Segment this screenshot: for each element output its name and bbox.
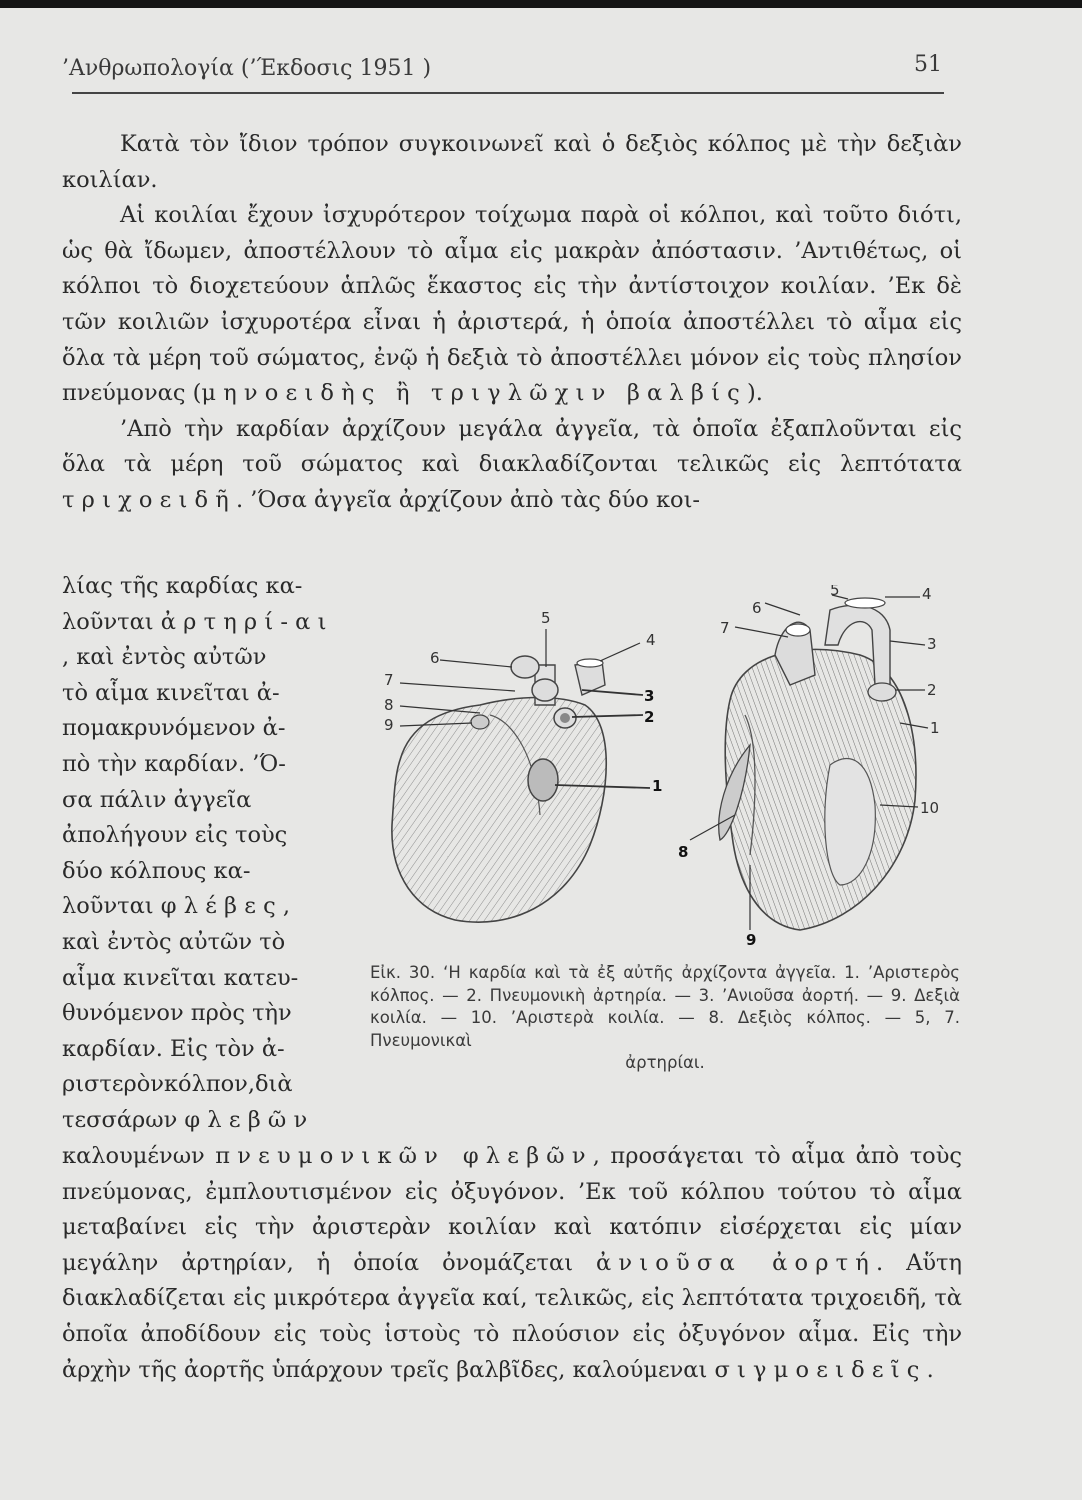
- heart-figure: [360, 585, 970, 960]
- fig-left-label-5: 5: [541, 609, 551, 627]
- wrapped-text-column: λίας τῆς καρδίας κα- λοῦνται ἀρτηρί-αι , καὶ ἐντὸς αὐτῶν τὸ αἷμα κινεῖται ἀ- πομακρυνόμενον ἀ- πὸ τὴν καρδίαν. ’Ό- σα πάλιν ἀγγεῖα ἀπολήγουν εἰς τοὺς δύο κόλπους κα- λοῦνται φλέβες, καὶ ἐντὸς αὐτῶν τὸ αἷμα κινεῖται κατευ- θυνόμενον πρὸς τὴν καρδίαν. Εἰς τὸν ἀ- ριστερὸνκόλπον,διὰ τεσσάρων φλεβῶν: [62, 573, 334, 1133]
- heart-right-view: [719, 598, 916, 930]
- fig-left-label-6: 6: [430, 649, 440, 667]
- fig-left-label-2: 2: [644, 708, 655, 726]
- heart-left-view: [392, 656, 606, 922]
- valve-term: μηνοειδὴς ἢ τριγλῶχιν βαλβίς: [201, 380, 747, 407]
- fig-left-label-8: 8: [384, 696, 394, 714]
- running-title: ’Ανθρωπολογία (’Έκδοσις 1951 ): [62, 56, 432, 81]
- aorta-term: ἀνιοῦσα ἀορτή: [596, 1249, 876, 1276]
- fig-right-label-8: 8: [678, 843, 689, 861]
- fig-right-label-5: 5: [830, 585, 840, 599]
- veins-term: φλέβες,: [160, 893, 298, 920]
- figure-caption: Εἰκ. 30. ‘Η καρδία καὶ τὰ ἐξ αὐτῆς ἀρχίζοντα ἀγγεῖα. 1. ’Αριστερὸς κόλπος. — 2. Πνευμονικὴ ἀρτηρία. — 3. ’Ανιοῦσα ἀορτή. — 9. Δεξιὰ κοιλία. — 10. ’Αριστερὰ κοιλία. — 8. Δεξιὸς κόλπος. — 5, 7. Πνευμονικαὶ ἀρτηρίαι.: [370, 963, 960, 1073]
- running-header: [62, 52, 942, 86]
- fig-right-label-7: 7: [720, 619, 730, 637]
- paragraph-1: Κατὰ τὸν ἴδιον τρόπον συγκοινωνεῖ καὶ ὁ δεξιὸς κόλπος μὲ τὴν δεξιὰν κοιλίαν.: [62, 131, 962, 193]
- fig-left-label-1: 1: [652, 777, 663, 795]
- heart-illustration: [360, 585, 970, 960]
- paragraph-4: καλουμένων πνευμονικῶν φλεβῶν, προσάγεται τὸ αἷμα ἀπὸ τοὺς πνεύμονας, ἐμπλουτισμένον εἰς ὀξυγόνον. ’Εκ τοῦ κόλπου τούτου τὸ αἷμα μεταβαίνει εἰς τὴν ἀριστερὰν κοιλίαν καὶ κατόπιν εἰσέρχεται εἰς μίαν μεγάλην ἀρτηρίαν, ἡ ὁποία ὀνομάζεται ἀνιοῦσα ἀορτή. Αὕτη διακλαδίζεται εἰς μικρότερα ἀγγεῖα καί, τελικῶς, εἰς λεπτότατα τριχοειδῆ, τὰ ὁποῖα ἀποδίδουν εἰς τοὺς ἱστοὺς τὸ πλούσιον εἰς ὀξυγόνον αἷμα. Εἰς τὴν ἀρχὴν τῆς ἀορτῆς ὑπάρχουν τρεῖς βαλβῖδες, καλούμεναι σιγμοειδεῖς.: [62, 1143, 962, 1383]
- fig-right-label-2: 2: [927, 681, 937, 699]
- fig-right-label-4: 4: [922, 585, 932, 603]
- text-block-top: [62, 127, 962, 519]
- arteries-term: ἀρτηρί-αι: [160, 608, 334, 635]
- fig-left-label-9: 9: [384, 716, 394, 734]
- fig-right-label-3: 3: [927, 635, 937, 653]
- fig-left-label-7: 7: [384, 671, 394, 689]
- fig-right-label-6: 6: [752, 599, 762, 617]
- capillaries-term: τριχοειδῆ: [62, 486, 236, 513]
- pulmonary-veins-term: πνευμονικῶν φλεβῶν: [215, 1143, 593, 1169]
- page-top-edge: [0, 0, 1082, 8]
- header-rule: [72, 92, 944, 94]
- page-number: 51: [914, 52, 942, 77]
- fig-left-label-4: 4: [646, 631, 656, 649]
- left-heart-outline: [392, 698, 606, 923]
- sigmoid-term: σιγμοειδεῖς: [714, 1356, 927, 1383]
- fig-right-label-10: 10: [920, 799, 940, 817]
- fig-right-label-1: 1: [930, 719, 940, 737]
- fig-right-label-9: 9: [746, 931, 757, 949]
- paragraph-3: ’Απὸ τὴν καρδίαν ἀρχίζουν μεγάλα ἀγγεῖα, τὰ ὁποῖα ἐξαπλοῦνται εἰς ὅλα τὰ μέρη τοῦ σώματος καὶ διακλαδίζονται τελικῶς εἰς λεπτότατα τριχοειδῆ. ’Όσα ἀγγεῖα ἀρχίζουν ἀπὸ τὰς δύο κοι-: [62, 415, 962, 513]
- veins-term-2: φλεβῶν: [184, 1106, 315, 1133]
- vessel-left-atrium: [528, 759, 558, 801]
- paragraph-2: Αἱ κοιλίαι ἔχουν ἰσχυρότερον τοίχωμα παρὰ οἱ κόλποι, καὶ τοῦτο διότι, ὡς θὰ ἴδωμεν, ἀποστέλλουν τὸ αἷμα εἰς μακρὰν ἀπόστασιν. ’Αντιθέτως, οἱ κόλποι τὸ διοχετεύουν ἁπλῶς ἕκαστος εἰς τὴν ἀντίστοιχον κοιλίαν. ’Εκ δὲ τῶν κοιλιῶν ἰσχυροτέρα εἶναι ἡ ἀριστερά, ἡ ὁποία ἀποστέλλει τὸ αἷμα εἰς ὅλα τὰ μέρη τοῦ σώματος, ἐνῷ ἡ δεξιὰ τὸ ἀποστέλλει μόνον εἰς τοὺς πλησίον πνεύμονας (μηνοειδὴς ἢ τριγλῶχιν βαλβίς).: [62, 202, 962, 407]
- fig-left-label-3: 3: [644, 687, 655, 705]
- text-block-bottom: [62, 1139, 962, 1388]
